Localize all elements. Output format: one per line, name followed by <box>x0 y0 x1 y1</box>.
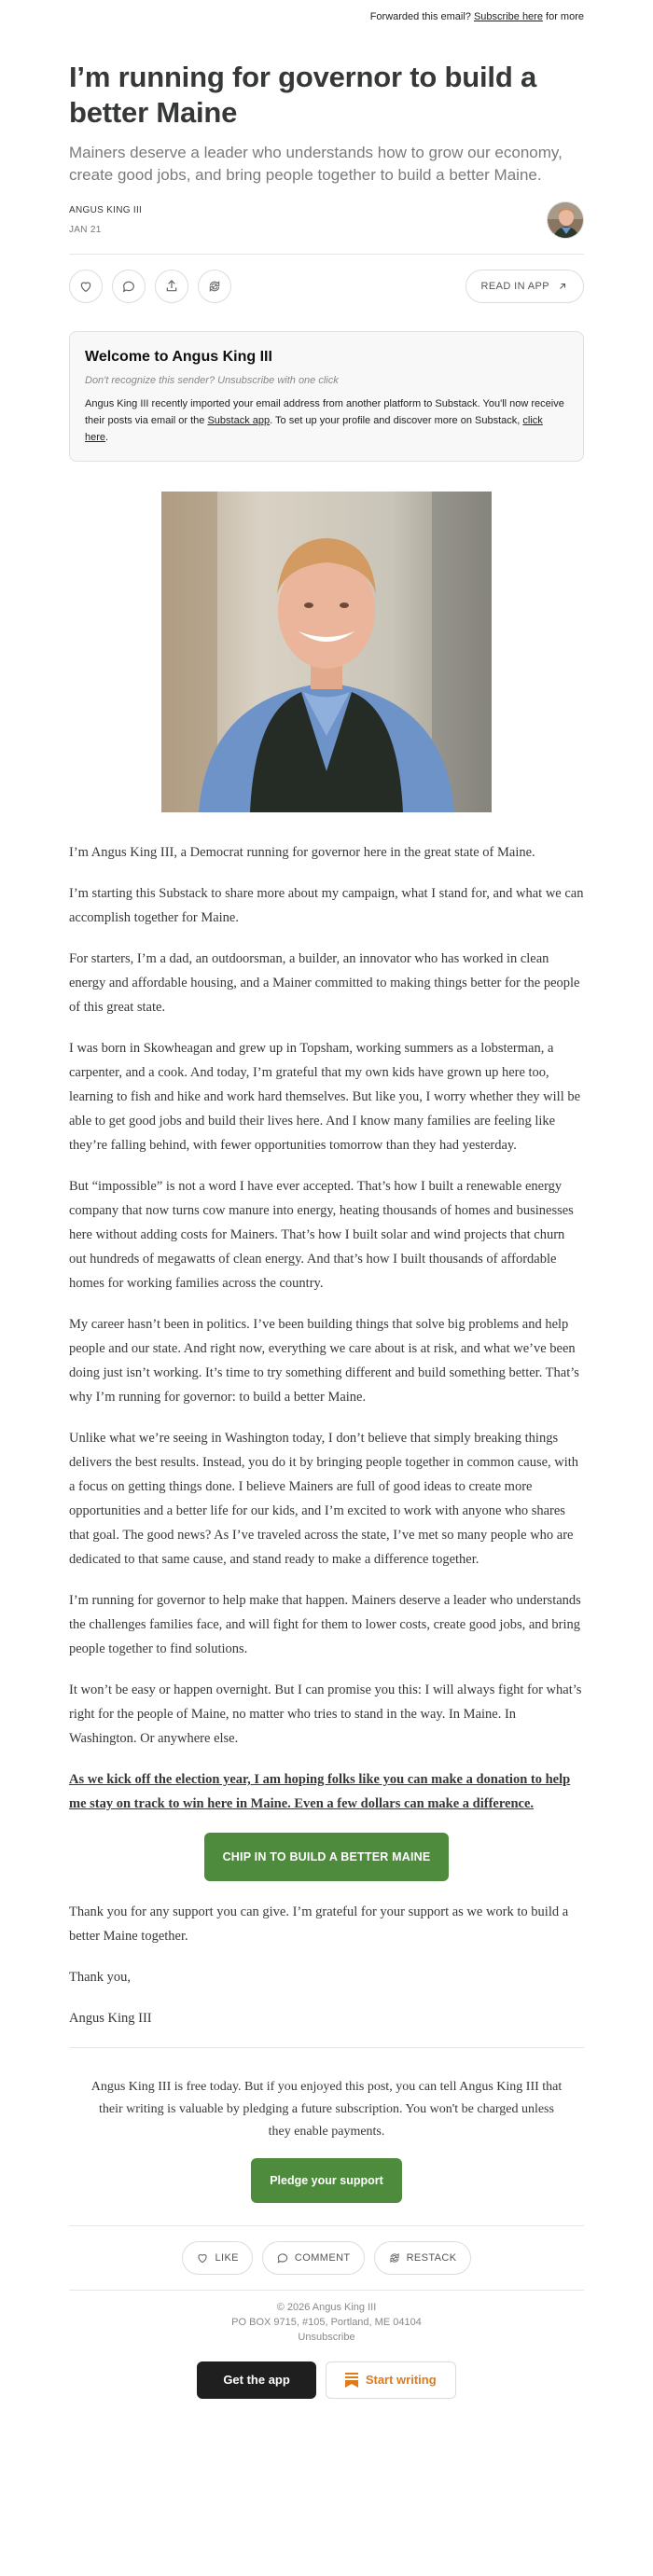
body-paragraph-1: I’m Angus King III, a Democrat running for governor here in the great state of Maine. <box>69 845 535 860</box>
notice-text-2: . To set up your profile and discover more on Substack, <box>270 415 521 426</box>
comment-icon <box>121 279 136 294</box>
donation-link-text[interactable]: As we kick off the election year, I am hoping folks like you can make a donation to help me stay on track to win here in Maine. Even a few dollars can make a difference. <box>69 1772 571 1811</box>
post-actions <box>69 255 584 318</box>
body-paragraph-9: It won’t be easy or happen overnight. But I can promise you this: I will always fight for what’s right for the people of Maine, no matter who tries to stand in the way. In Maine. In Washington. Or anywhere else. <box>69 1683 582 1746</box>
comment-label: COMMENT <box>294 2252 351 2264</box>
body-paragraph-8: I’m running for governor to help make that happen. Mainers deserve a leader who understands the challenges families face, and will fight for them to lower costs, create good jobs, and bring people together to find solutions. <box>69 1593 581 1656</box>
arrow-up-right-icon <box>557 281 568 292</box>
footer <box>69 2291 584 2399</box>
notice-text-1: Angus King III recently imported your email address from another platform to Substack. You'll now receive their posts via email or the <box>85 398 564 426</box>
byline <box>69 201 584 239</box>
post-title[interactable]: I’m running for governor to build a better Maine <box>69 61 537 129</box>
donate-button[interactable]: CHIP IN TO BUILD A BETTER MAINE <box>204 1833 450 1881</box>
closing-signature: Angus King III <box>69 2011 152 2026</box>
closing-thanks: Thank you, <box>69 1970 132 1985</box>
heart-icon <box>196 2251 209 2264</box>
share-icon <box>164 279 179 294</box>
copyright: © 2026 Angus King III <box>276 2302 377 2313</box>
body-paragraph-4: I was born in Skowheagan and grew up in Topsham, working summers as a lobsterman, a carpenter, and a cook. And today, I’m grateful that my own kids have grown up here too, learning to fish and hike and work hard themselves. But like you, I worry whether they will be able to get good jobs and build their lives here. And I know many families are feeling like they’re falling behind, with fewer opportunities tomorrow than they had yesterday. <box>69 1041 581 1153</box>
like-label: LIKE <box>215 2252 239 2264</box>
pledge-text: Angus King III is free today. But if you enjoyed this post, you can tell Angus King III that their writing is valuable by pledging a future subscription. You won't be charged unless they enable payments. <box>90 2080 563 2139</box>
unsubscribe-link[interactable]: Unsubscribe <box>298 2332 355 2343</box>
restack-label: RESTACK <box>406 2252 457 2264</box>
share-button[interactable] <box>155 270 188 303</box>
read-in-app-label: READ IN APP <box>480 281 549 292</box>
import-notice <box>85 395 568 446</box>
post-subtitle: Mainers deserve a leader who understands how to grow our economy, create good jobs, and bring people together to build a better Maine. <box>69 144 563 184</box>
author-avatar[interactable] <box>547 201 584 239</box>
read-in-app-button[interactable] <box>465 270 584 303</box>
substack-app-link[interactable]: Substack app <box>207 415 271 426</box>
bottom-actions <box>69 2226 584 2290</box>
body-paragraph-5: But “impossible” is not a word I have ever accepted. That’s how I built a renewable energy company that now turns cow manure into energy, heating thousands of homes and businesses here without adding costs for Mainers. That’s how I built solar and wind projects that churn out hundreds of megawatts of clean energy. And that’s how I built thousands of affordable homes for working families across the country. <box>69 1179 574 1291</box>
pledge-button[interactable]: Pledge your support <box>251 2158 402 2203</box>
mailing-address: PO BOX 9715, #105, Portland, ME 04104 <box>231 2317 422 2328</box>
body-paragraph-6: My career hasn’t been in politics. I’ve been building things that solve big problems and help people and our state. And right now, everything we care about is at risk, and what we’ve been doing just isn’t working. It’s time to try something different and build something better. That’s why I’m running for governor: to build a better Maine. <box>69 1317 579 1405</box>
body-paragraph-7: Unlike what we’re seeing in Washington today, I don’t believe that simply breaking things delivers the best results. Instead, you do it by bringing people together in common cause, with a focus on getting things done. I believe Mainers are full of good ideas to create more opportunities and a better life for our kids, and I’m excited to work with anyone who shares that goal. The good news? As I’ve traveled across the state, I’ve met so many people who are dedicated to that same cause, and stand ready to make a difference together. <box>69 1431 579 1567</box>
author-name[interactable]: ANGUS KING III <box>69 205 143 215</box>
like-button[interactable] <box>69 270 103 303</box>
closing-paragraph: Thank you for any support you can give. I’m grateful for your support as we work to build a better Maine together. <box>69 1904 569 1944</box>
start-writing-button[interactable] <box>326 2361 456 2399</box>
body-paragraph-2: I’m starting this Substack to share more about my campaign, what I stand for, and what we can accomplish together for Maine. <box>69 886 584 925</box>
get-app-button[interactable]: Get the app <box>197 2361 316 2399</box>
comment-button[interactable] <box>112 270 146 303</box>
welcome-card <box>69 331 584 462</box>
subscribe-link[interactable]: Subscribe here <box>473 11 543 22</box>
pledge-section <box>69 2048 584 2203</box>
footer-buttons <box>69 2361 584 2399</box>
post-date: JAN 21 <box>69 225 102 235</box>
start-writing-label: Start writing <box>365 2373 437 2387</box>
forwarded-prefix: Forwarded this email? <box>369 11 471 22</box>
candidate-photo[interactable] <box>161 492 492 812</box>
bottom-restack-button[interactable] <box>374 2241 471 2275</box>
bottom-like-button[interactable] <box>182 2241 252 2275</box>
restack-button[interactable] <box>198 270 231 303</box>
notice-text-3: . <box>105 432 109 443</box>
forwarded-banner <box>69 0 584 37</box>
welcome-title: Welcome to Angus King III <box>85 349 272 365</box>
email-content <box>69 0 584 2399</box>
comment-icon <box>276 2251 289 2264</box>
click-here-link[interactable]: click here <box>85 415 543 443</box>
unsubscribe-note[interactable]: Don't recognize this sender? Unsubscribe with one click <box>85 375 339 386</box>
bottom-comment-button[interactable] <box>262 2241 365 2275</box>
avatar-image <box>548 202 584 239</box>
substack-logo-icon <box>345 2373 358 2388</box>
action-icons <box>69 270 231 303</box>
body-paragraph-3: For starters, I’m a dad, an outdoorsman, a builder, an innovator who has worked in clean energy and affordable housing, and a Mainer committed to making things better for the people of this great state. <box>69 951 580 1015</box>
post-body <box>69 840 584 2030</box>
forwarded-suffix: for more <box>546 11 584 22</box>
restack-icon <box>207 279 222 294</box>
heart-icon <box>78 279 93 294</box>
restack-icon <box>388 2251 401 2264</box>
